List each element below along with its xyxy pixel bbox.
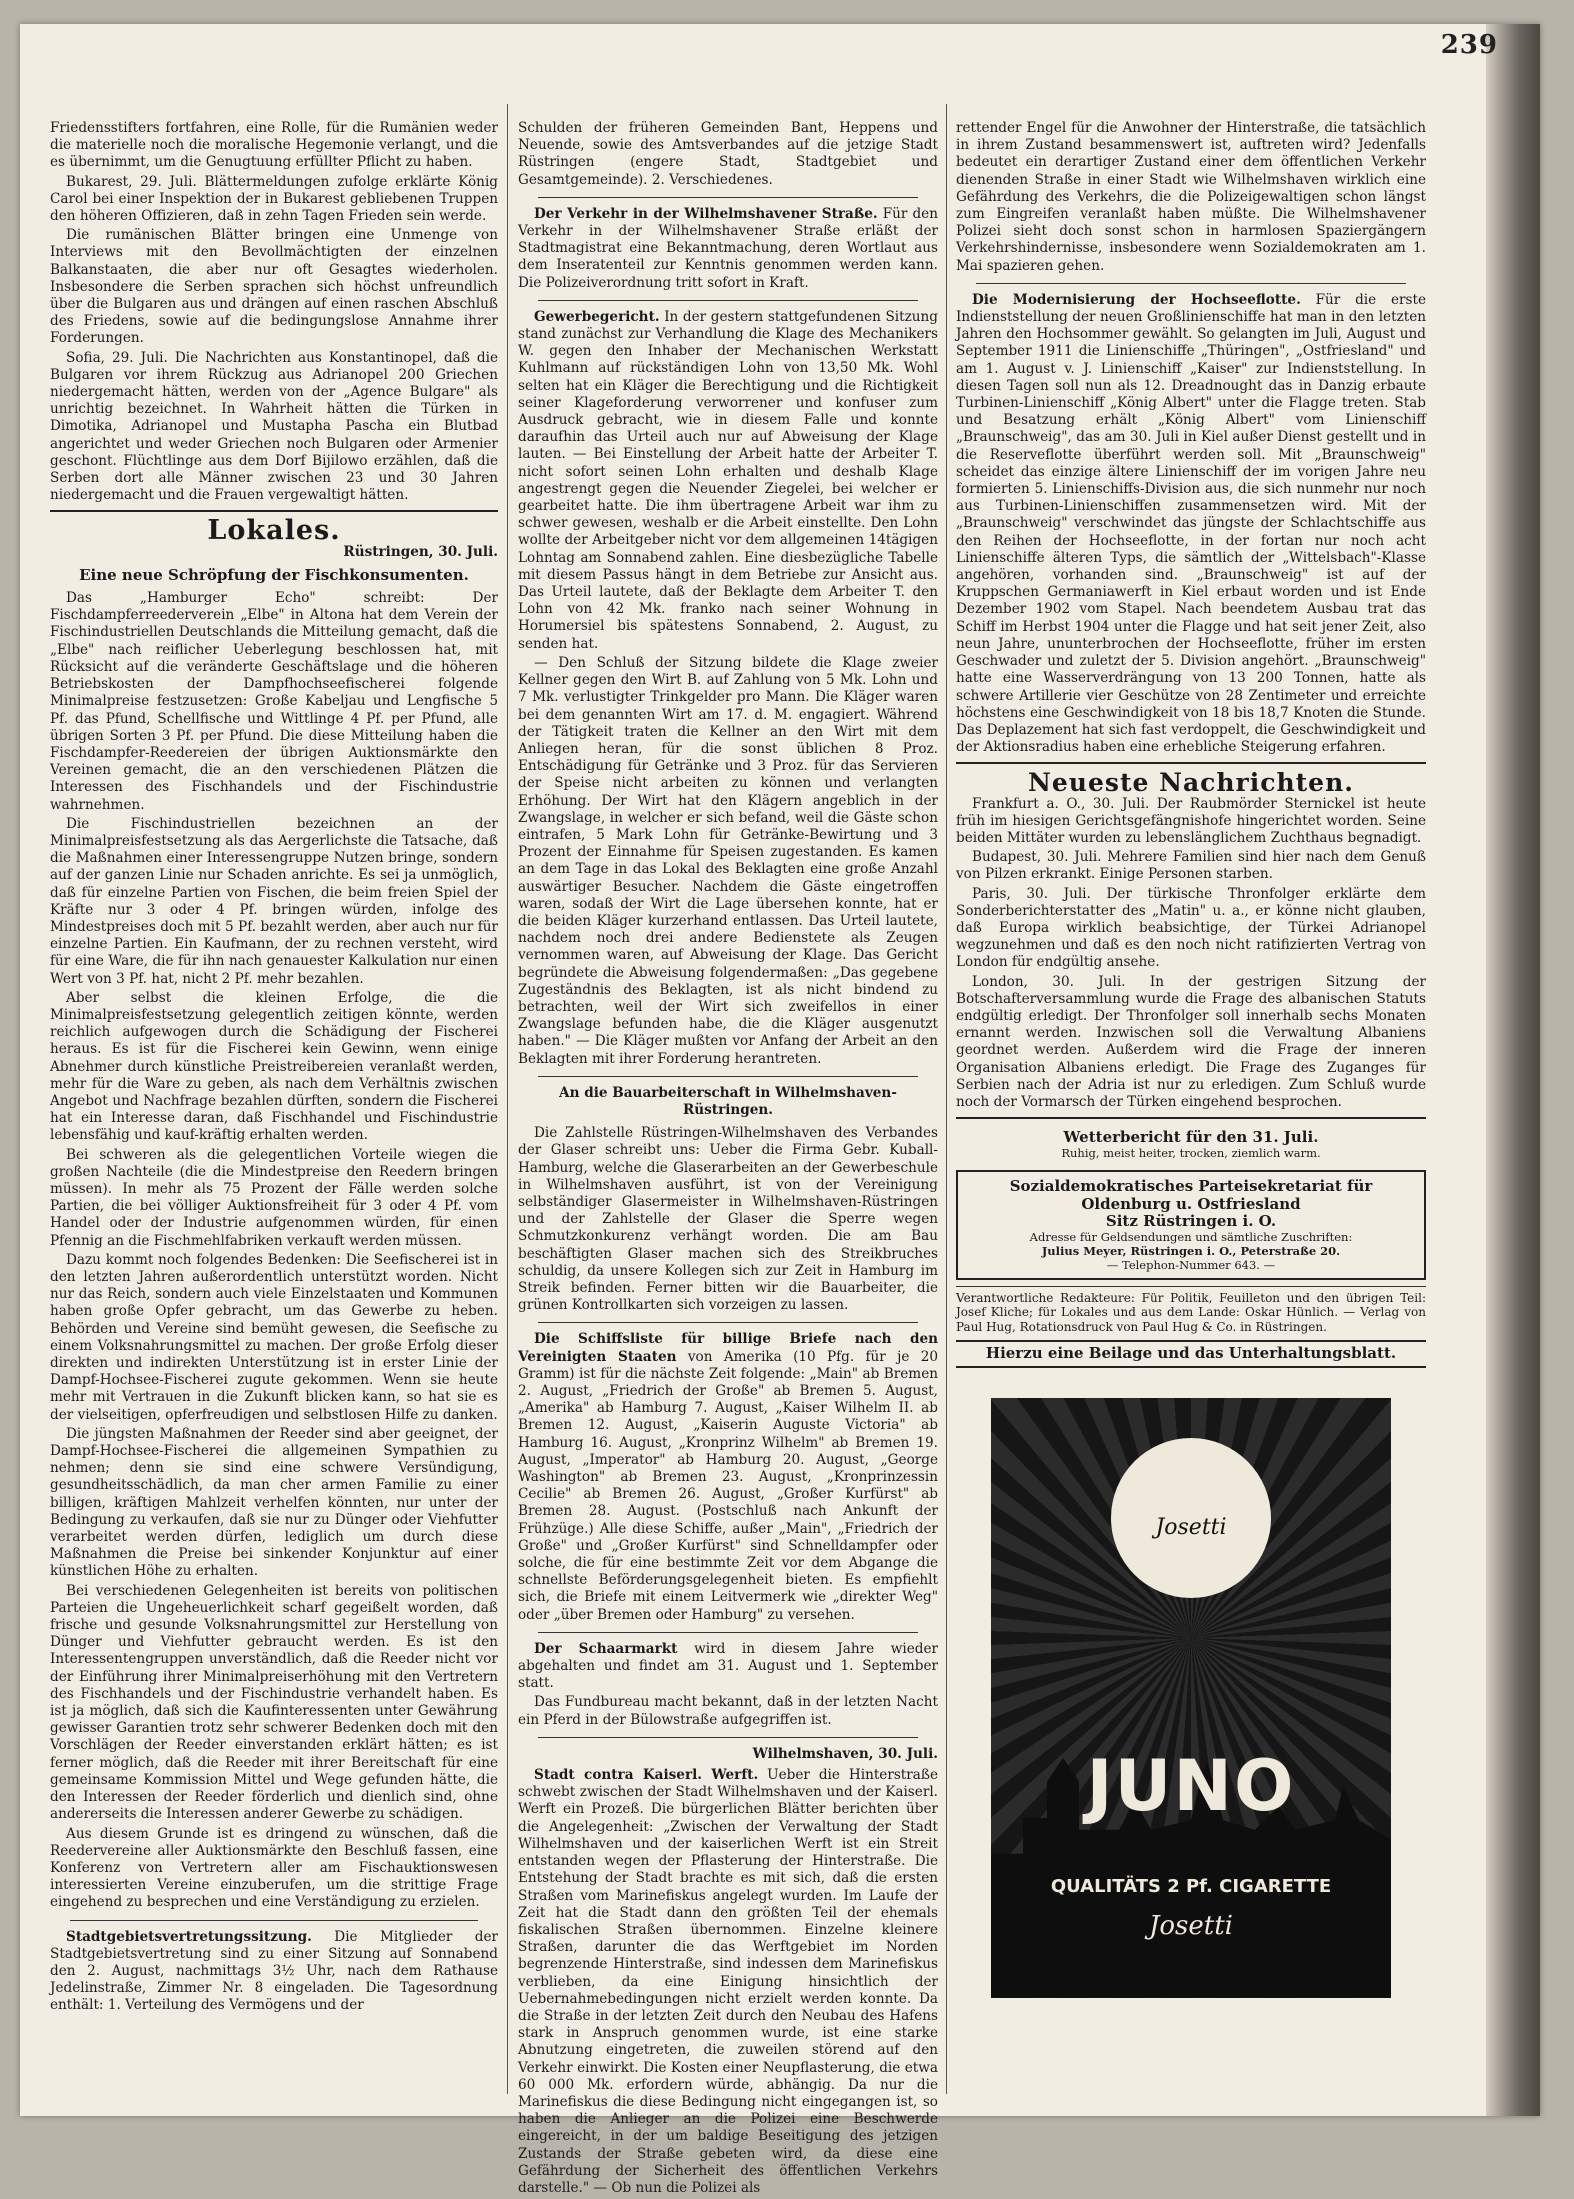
headline: Eine neue Schröpfung der Fischkonsumenten. [79, 565, 469, 584]
secretariat-line: Julius Meyer, Rüstringen i. O., Peterstraße 20. [1041, 1243, 1341, 1258]
column-3 [956, 120, 1426, 1998]
paragraph: rettender Engel für die Anwohner der Hinterstraße, die tatsächlich in ihrem Zustand besammenswert ist, auftreten wird? Jedenfalls bedeutet ein derartiger Zustand einer dem öffentlichen Verkehr dienenden Straße in einer Stadt wie Wilhelmshaven wirklich eine Gefährdung des Verkehrs, die die Polizeigewaltigen schon längst zum Eingreifen veranlaßt haben müßte. Die Wilhelmshavener Polizei sieht doch sonst schon in harmlosen Spaziergängern Verkehrshindernisse, insbesondere wenn Sozialdemokraten am 1. Mai spazieren gehen. [956, 120, 1426, 274]
article-lead: Die Schiffsliste für billige Briefe nach den Vereinigten Staaten [518, 1331, 938, 1365]
divider [538, 1737, 918, 1738]
divider [538, 1076, 918, 1077]
dateline: Wilhelmshaven, 30. Juli. [752, 1745, 938, 1762]
imprint: Verantwortliche Redakteure: Für Politik, Feuilleton und den übrigen Teil: Josef Kliche; für Lokales und aus dem Lande: Oskar Hünlich. — Verlag von Paul Hug, Rotationsdruck von Paul Hug & Co. in Rüstringen. [956, 1286, 1426, 1335]
article-lead: Die Modernisierung der Hochseeflotte. [972, 291, 1301, 308]
secretariat-title: Sozialdemokratisches Parteisekretariat für Oldenburg u. Ostfriesland [1009, 1177, 1373, 1213]
column-rule [946, 104, 947, 2094]
paragraph: Die Fischindustriellen bezeichnen an der Minimalpreisfestsetzung als das Aergerlichste die Tatsache, daß die Maßnahmen einer Interessengruppe Nutzen bringe, sondern auf der ganzen Linie nur Schaden anrichte. Es sei ja unmöglich, daß für einzelne Partien von Fischen, die beim freien Spiel der Kräfte nur 3 oder 4 Pf. bringen würden, infolge des Mindestpreises doch mit 5 Pf. bezahlt werden, aber auch nur für einzelne Partien. Ein Kaufmann, der zu rechnen versteht, wird für eine Ware, die für ihn nach genauester Kalkulation nur einen Wert von 3 Pf. hat, nicht 2 Pf. mehr bezahlen. [50, 815, 498, 987]
divider [956, 1117, 1426, 1119]
ad-signature: Josetti [1148, 1910, 1234, 1941]
paragraph: London, 30. Juli. In der gestrigen Sitzung der Botschafterversammlung wurde die Frage des albanischen Statuts endgültig erledigt. Der Thronfolger soll innerhalb sechs Monaten ernannt werden. Inzwischen soll die Verwaltung Albaniens geordnet werden. Außerdem wird die Frage der inneren Organisation Albaniens erledigt. Die Frage des Zuganges für Serbien nach der Adria ist nur zu erledigen. Zum Schluß wurde noch der Vormarsch der Türken eingehend besprochen. [956, 973, 1426, 1110]
paragraph: Die jüngsten Maßnahmen der Reeder sind aber geeignet, der Dampf-Hochsee-Fischerei die allgemeinen Sympathien zu nehmen; denn sie sind eine schwere Versündigung, gesundheitsschädlich, da man cher armen Familie zu einer billigen, kräftigen Mahlzeit verhelfen könnten, nur unter der Bedingung zu verkaufen, daß sie nur zu Dünger oder Viehfutter verarbeitet werden dürfen, lediglich um durch diese Maßnahmen die Preise bei sinkender Konjunktur auf einer künstlichen Höhe zu erhalten. [50, 1425, 498, 1580]
divider [70, 1920, 478, 1921]
paragraph: Schulden der früheren Gemeinden Bant, Heppens und Neuende, sowie des Amtsverbandes auf die jetzige Stadt Rüstringen (engere Stadt, Stadtgebiet und Gesamtgemeinde). 2. Verschiedenes. [518, 120, 938, 188]
weather-title: Wetterbericht für den 31. Juli. [1063, 1128, 1319, 1147]
paragraph: Dazu kommt noch folgendes Bedenken: Die Seefischerei ist in den letzten Jahren außerordentlich unterstützt worden. Nicht nur das Reich, sondern auch viele Einzelstaaten und Kommunen haben große Opfer gebracht, um das Gewerbe zu heben. Behörden und Vereine sind bemüht gewesen, die Seefische zu einem Volksnahrungsmittel zu machen. Der große Erfolg dieser direkten und indirekten Unterstützung ist in erster Linie der Dampf-Hochsee-Fischerei zugute gekommen. Wenn sie heute mehr mit Vertrauen in die Zukunft blicken kann, so hat sie es der vielseitigen, opferfreudigen und selbstlosen Hilfe zu danken. [50, 1251, 498, 1423]
paragraph: Bei verschiedenen Gelegenheiten ist bereits von politischen Parteien die Ungeheuerlichkeit scharf gegeißelt worden, daß frische und gesunde Volksnahrungsmittel zur Herstellung von Dünger und Viehfutter gebraucht werden. Es ist den Interessentengruppen unverständlich, daß die Reeder nicht vor der Einführung ihrer Minimalpreiserhöhung mit den Vertretern des Fischhandels und der Fischindustrie verhandelt haben. Es ist ja möglich, daß sich die Kaufinteressenten unter Gewährung gewisser Garantien trotz sehr schwerer Bedenken doch mit den Vorschlägen der Reeder einverstanden erklärt hätten; es ist ferner möglich, daß die Reeder mit ihrer Bereitschaft für eine gemeinsame Kommission Mittel und Wege gefunden hätte, die den Interessen der Reeder förderlich und dienlich sind, ohne andererseits die Interessen anderer Gewerbe zu schädigen. [50, 1582, 498, 1823]
paragraph: Bei schweren als die gelegentlichen Vorteile wiegen die großen Nachteile (die die Mindestpreise den Reedern bringen müssen). In mehr als 75 Prozent der Fälle werden solche Partien, die bei völliger Auktionsfreiheit für 3 oder 4 Pf. vom Handel oder der Industrie aufgenommen würden, für einen Pfennig an die Fischmehlfabriken verkauft werden müssen. [50, 1146, 498, 1249]
paragraph: Friedensstifters fortfahren, eine Rolle, für die Rumänien weder die materielle noch die moralische Hegemonie verlangt, und die es übernimmt, um die Genugtuung erfüllter Pflicht zu haben. [50, 120, 498, 171]
article-lead: Stadt contra Kaiserl. Werft. [534, 1767, 759, 1784]
paragraph-text: von Amerika (10 Pfg. für je 20 Gramm) ist für die nächste Zeit folgende: „Main" ab Bremen 2. August, „Friedrich der Große" ab Bremen 5. August, „Amerika" ab Hamburg 7. August, „Kaiser Wilhelm II. ab Bremen 12. August, „Kaiserin Auguste Victoria" ab Hamburg 16. August, „Kronprinz Wilhelm" ab Bremen 19. August, „Imperator" ab Hamburg 20. August, „George Washington" ab Bremen 23. August, „Kronprinzessin Cecilie" ab Bremen 26. August, „Großer Kurfürst" ab Bremen 28. August. (Postschluß nach Ankunft der Frühzüge.) Alle diese Schiffe, außer „Main", „Friedrich der Große" und „Großer Kurfürst" sind Schnelldampfer oder solche, die für eine bestimmte Zeit vor dem Abgange die schnellste Beförderungsgelegenheit bieten. Es empfiehlt sich, die Briefe mit einem Leitvermerk wie „direkter Weg" oder „über Bremen oder Hamburg" zu versehen. [518, 1348, 938, 1623]
divider [538, 197, 918, 198]
divider [538, 1322, 918, 1323]
article-lead: Gewerbegericht. [534, 308, 660, 325]
paragraph: Bukarest, 29. Juli. Blättermeldungen zufolge erklärte König Carol bei einer Inspektion der in Bukarest gebliebenen Truppen den höheren Offizieren, daß in zehn Tagen Frieden sein werde. [50, 173, 498, 225]
paragraph: Aber selbst die kleinen Erfolge, die die Minimalpreisfestsetzung gelegentlich zeitigen könnte, werden reichlich aufgewogen durch die Schädigung der Fischerei heraus. Es ist für die Fischerei kein Gewinn, wenn einige Abnehmer durch künstliche Preistreibereien veranlaßt werden, mehr für die Ware zu geben, als nach dem Verhältnis zwischen Angebot und Nachfrage bezahlen dürften, sondern die Fischerei hat ein Interesse daran, daß Fischhandel und Fischindustrie lebensfähig und kauf-kräftig erhalten werden. [50, 989, 498, 1144]
article-lead: Der Verkehr in der Wilhelmshavener Straße. [534, 205, 878, 222]
paragraph-text: Die Mitglieder der Stadtgebietsvertretung sind zu einer Sitzung auf Sonnabend den 2. August, nachmittags 3½ Uhr, nach dem Rathause Jedelinstraße, Zimmer Nr. 8 eingeladen. Die Tagesordnung enthält: 1. Verteilung des Vermögens und der [50, 1928, 498, 2014]
paragraph: Frankfurt a. O., 30. Juli. Der Raubmörder Sternickel ist heute früh im hiesigen Gerichtsgefängnishofe hingerichtet worden. Seine beiden Mittäter wurden zu lebenslänglichem Zuchthaus begnadigt. [956, 795, 1426, 846]
column-2 [518, 120, 938, 2199]
ad-logo-script: Josetti [1155, 1514, 1227, 1540]
divider [538, 1632, 918, 1633]
page-number: 239 [1440, 30, 1498, 60]
newspaper-page [20, 24, 1540, 2196]
paragraph: Das „Hamburger Echo" schreibt: Der Fischdampferreederverein „Elbe" in Altona hat dem Verein der Fischindustriellen Deutschlands die Mitteilung gemacht, daß die „Elbe" nach reiflicher Ueberlegung beschlossen hat, mit Rücksicht auf die veränderte Geschäftslage und die höheren Betriebskosten der Dampfhochseefischerei folgende Minimalpreise festzusetzen: Große Kabeljau und Lengfische 5 Pf. das Pfund, Schellfische und Wittlinge 4 Pf. per Pfund, alle übrigen Sorten 3 Pf. per Pfund. Die diese Mitteilung haben die Fischdampfer-Reedereien der übrigen Auktionsmärkte den Vereinen gemacht, die an den verschiedenen Plätzen die Interessen des Fischhandels und der Fischindustrie wahrnehmen. [50, 590, 498, 813]
article-lead: Stadtgebietsvertretungssitzung. [66, 1928, 312, 1945]
dateline: Rüstringen, 30. Juli. [343, 543, 498, 560]
divider [976, 283, 1406, 284]
paragraph: Das Fundbureau macht bekannt, daß in der letzten Nacht ein Pferd in der Bülowstraße aufgegriffen ist. [518, 1694, 938, 1728]
paragraph-text: wird in diesem Jahre wieder abgehalten und findet am 31. August und 1. September statt. [518, 1640, 939, 1692]
supplement-note: Hierzu eine Beilage und das Unterhaltungsblatt. [956, 1340, 1426, 1367]
paragraph-text: Ueber die Hinterstraße schwebt zwischen der Stadt Wilhelmshaven und der Kaiserl. Werft ein Prozeß. Die bürgerlichen Blätter berichten über die Angelegenheit: „Zwischen der Verwaltung der Stadt Wilhelmshaven und der kaiserlichen Werft ist ein Streit entstanden wegen der Pflasterung der Hinterstraße. Die Entstehung der Stadt brachte es mit sich, daß die ersten Straßen vom Marinefiskus angelegt wurden. Im Laufe der Zeit hat die Stadt dann den größten Teil der ehemals fiskalischen Straßen übernommen. Einzelne kleinere Straßen, darunter die das Werftgebiet im Norden begrenzende Hinterstraße, sind indessen dem Marinefiskus verblieben, da eine Einigung hinsichtlich der Uebernahmebedingungen nicht erzielt werden konnte. Da die Straße in der letzten Zeit durch den Neubau des Hafens stark in Anspruch genommen wurde, ist eine starke Abnutzung eingetreten, die zuweilen störend auf den Verkehr einwirkt. Die Kosten einer Neupflasterung, die etwa 60 000 Mk. erfordern würde, abhängig. Da nur die Marinefiskus die diese Bedingung nicht eingegangen ist, so haben die Anlieger an die Polizei eine Beschwerde eingereicht, in der um baldige Beseitigung des jetzigen Zustands der Straße gebeten wird, da diese eine Gefährdung der Sicherheit des öffentlichen Verkehrs darstelle." — Ob nun die Polizei als [518, 1767, 939, 2196]
party-secretariat-box [956, 1170, 1426, 1280]
paragraph: — Den Schluß der Sitzung bildete die Klage zweier Kellner gegen den Wirt B. auf Zahlung von 5 Mk. Lohn und 7 Mk. verlustigter Trinkgelder pro Mann. Die Kläger waren bei dem genannten Wirt am 17. d. M. engagiert. Während der Tätigkeit traten die Kellner an den Wirt mit dem Anliegen heran, für die sonst üblichen 8 Proz. Entschädigung für Getränke und 3 Proz. für das Servieren der Speise nicht arbeiten zu können und verlangten Erhöhung. Der Wirt hat den Klägern angeblich in der Zwangslage, in welcher er sich befand, weil die Gäste schon eintrafen, 5 Mark Lohn für Getränke-Bewirtung und 3 Prozent der Einnahme für Speisen zugestanden. Es kamen an dem Tage in das Lokal des Beklagten eine große Anzahl auswärtiger Besucher. Nachdem die Gäste eingetroffen waren, sodaß der Wirt die Lage übersehen konnte, hat er die beiden Kläger kurzerhand entlassen. Das Urteil lautete, nachdem noch drei andere Bedienstete als Zeugen vernommen waren, auf Abweisung der Klage. Das Gericht begründete die Abweisung folgendermaßen: „Das gegebene Zugeständnis des Beklagten, ist als nicht bindend zu betrachten, weil der Wirt sich zweifellos in einer Zwangslage befunden habe, die die Kläger ausgenutzt haben." — Die Kläger mußten vor Anfang der Arbeit an den Beklagten mit ihrer Forderung herantreten. [518, 654, 938, 1067]
article-lead: Der Schaarmarkt [534, 1640, 678, 1657]
paragraph-text: Für die erste Indienststellung der neuen Großlinienschiffe hat man in den letzten Jahren den Hochsommer gewählt. So gelangten im Juli, August und September 1911 die Linienschiffe „Thüringen", „Ostfriesland" und am 1. August v. J. Linienschiff „Kaiser" zur Indienststellung. In diesen Tagen soll nun als 12. Dreadnought das in Danzig erbaute Turbinen-Linienschiff „König Albert" unter die Flagge treten. Stab und Besatzung erhält „König Albert" vom Linienschiff „Braunschweig", das am 30. Juli in Kiel außer Dienst gestellt und in die Reserveflotte überführt werden soll. Mit „Braunschweig" scheidet das einzige ältere Linienschiff der im vorigen Jahre neu formierten 5. Linienschiffs-Division aus, die sich nunmehr nur noch aus Turbinen-Linienschiffen zusammensetzen wird. Mit der „Braunschweig" verschwindet das jüngste der Schlachtschiffe aus den Reihen der Hochseeflotte, in der fortan nur noch acht Linienschiffe älteren Typs, die sämtlich der „Wittelsbach"-Klasse angehören, vorhanden sind. „Braunschweig" ist auf der Kruppschen Germaniawerft in Kiel erbaut worden und ist Ende Dezember 1902 vom Stapel. Nach beendetem Ausbau trat das Schiff im Herbst 1904 unter die Flagge und hat seit jener Zeit, also neun Jahre, ununterbrochen der Hochseeflotte, früher im ersten Geschwader und zuletzt der 5. Division angehört. „Braunschweig" hatte eine Wasserverdrängung von 13 200 Tonnen, hatte als schwere Artillerie vier Geschütze von 28 Zentimeter und erreichte höchstens eine Geschwindigkeit von 18 bis 18,7 Knoten die Stunde. Das Deplazement hat sich fast verdoppelt, die Geschwindigkeit und der Aktionsradius haben eine erhebliche Steigerung erfahren. [956, 291, 1426, 756]
section-title: Neueste Nachrichten. [1028, 768, 1354, 798]
divider [956, 762, 1426, 764]
paragraph: Aus diesem Grunde ist es dringend zu wünschen, daß die Reedervereine aller Auktionsmärkte den Beschluß fassen, eine Konferenz von Vertretern aller am Fischauktionswesen interessierten Vereine einzuberufen, um die strittige Frage eingehend zu besprechen und eine Verständigung zu erzielen. [50, 1825, 498, 1911]
weather-text: Ruhig, meist heiter, trocken, ziemlich warm. [1061, 1146, 1321, 1161]
secretariat-line: Adresse für Geldsendungen und sämtliche Zuschriften: [1029, 1229, 1353, 1244]
section-title: Lokales. [207, 515, 341, 547]
secretariat-seat: Sitz Rüstringen i. O. [1105, 1211, 1277, 1230]
juno-cigarette-advertisement [991, 1398, 1391, 1998]
ad-tagline: QUALITÄTS 2 Pf. CIGARETTE [1050, 1875, 1332, 1897]
page-binding [1486, 24, 1540, 2116]
paragraph-text: In der gestern stattgefundenen Sitzung stand zunächst zur Verhandlung die Klage des Mechanikers W. gegen den Inhaber der Mechanischen Werkstatt Kuhlmann auf rückständigen Lohn von 13,50 Mk. Wohl selten hat ein Kläger die Berechtigung und die Richtigkeit seiner Klageforderung verworrener und konfuser zum Ausdruck gebracht, wie in diesem Falle und konnte daraufhin das Urteil auch nur auf Abweisung der Klage lauten. — Bei Einstellung der Arbeit hatte der Arbeiter T. nicht sofort seinen Lohn erhalten und deshalb Klage angestrengt gegen die Neuender Ziegelei, bei welcher er gearbeitet hatte. Die ihm übertragene Arbeit war ihm zu schwer gewesen, weshalb er die Arbeit einstellte. Den Lohn wollte der Arbeitgeber nicht vor dem allgemeinen 14tägigen Lohntag am Sonnabend zahlen. Eine diesbezügliche Tabelle mit diesem Passus hängt in dem Betriebe zur Ansicht aus. Das Urteil lautete, daß der Beklagte dem Arbeiter T. den Lohn von 42 Mk. franko nach seiner Wohnung in Horumersiel bis spätestens Sonnabend, 2. August, zu senden hat. [518, 308, 938, 652]
paragraph: Budapest, 30. Juli. Mehrere Familien sind hier nach dem Genuß von Pilzen erkrankt. Einige Personen starben. [956, 849, 1426, 883]
paragraph-text: Für den Verkehr in der Wilhelmshavener Straße erläßt der Stadtmagistrat eine Bekanntmachung, deren Wortlaut aus dem Inseratenteil zur Kenntnis genommen werden kann. Die Polizeiverordnung tritt sofort in Kraft. [518, 205, 938, 291]
ad-brand: JUNO [1086, 1744, 1296, 1827]
column-rule [507, 104, 508, 2094]
paragraph: Paris, 30. Juli. Der türkische Thronfolger erklärte dem Sonderberichterstatter des „Matin" u. a., er könne nicht glauben, daß Europa wirklich beabsichtige, der Türkei Adrianopel wegzunehmen und daß es den noch nicht ratifizierten Vertrag von London für endgültig ansehe. [956, 885, 1426, 971]
divider [538, 300, 918, 301]
paragraph: Sofia, 29. Juli. Die Nachrichten aus Konstantinopel, daß die Bulgaren vor ihrem Rückzug aus Adrianopel 200 Griechen niedergemacht hätten, werden von der „Agence Bulgare" als unrichtig bezeichnet. In Wahrheit hätten die Türken in Dimotika, Adrianopel und Mustapha Pascha ein Blutbad angerichtet und weder Griechen noch Bulgaren oder Armenier geschont. Flüchtlinge aus dem Dorf Bijilowo erzählen, daß die Serben dort alle Männer zwischen 23 und 30 Jahren niedergemacht und die Frauen vergewaltigt hätten. [50, 349, 498, 504]
article-lead: An die Bauarbeiterschaft in Wilhelmshaven-Rüstringen. [559, 1084, 897, 1118]
paragraph: Die Zahlstelle Rüstringen-Wilhelmshaven des Verbandes der Glaser schreibt uns: Ueber die Firma Gebr. Kuball-Hamburg, welche die Glaserarbeiten an der Gewerbeschule in Wilhelmshaven ausführt, ist von der Vereinigung selbständiger Glasermeister in Wilhelmshaven-Rüstringen und der Zahlstelle der Glaser die Sperre wegen Schmutzkonkurenz verhängt worden. Die am Bau beschäftigten Glaser machen sich des Streikbruches schuldig, da unsere Kollegen sich zur Zeit in Hamburg im Streik befinden. Ferner bitten wir die Bauarbeiter, die grünen Kontrollkarten sich vorzeigen zu lassen. [518, 1125, 938, 1314]
divider [50, 510, 498, 512]
paragraph: Die rumänischen Blätter bringen eine Unmenge von Interviews mit den Bevollmächtigten der einzelnen Balkanstaaten, die aber nur oft Gesagtes wiederholen. Insbesondere die Serben sprachen sich höchst unfreundlich über die Bulgaren aus und drängen auf einen raschen Abschluß des Friedens, sowie auf die bedingungslose Annahme ihrer Forderungen. [50, 227, 498, 347]
secretariat-line: — Telephon-Nummer 643. — [1106, 1257, 1276, 1272]
column-1 [50, 120, 498, 2017]
